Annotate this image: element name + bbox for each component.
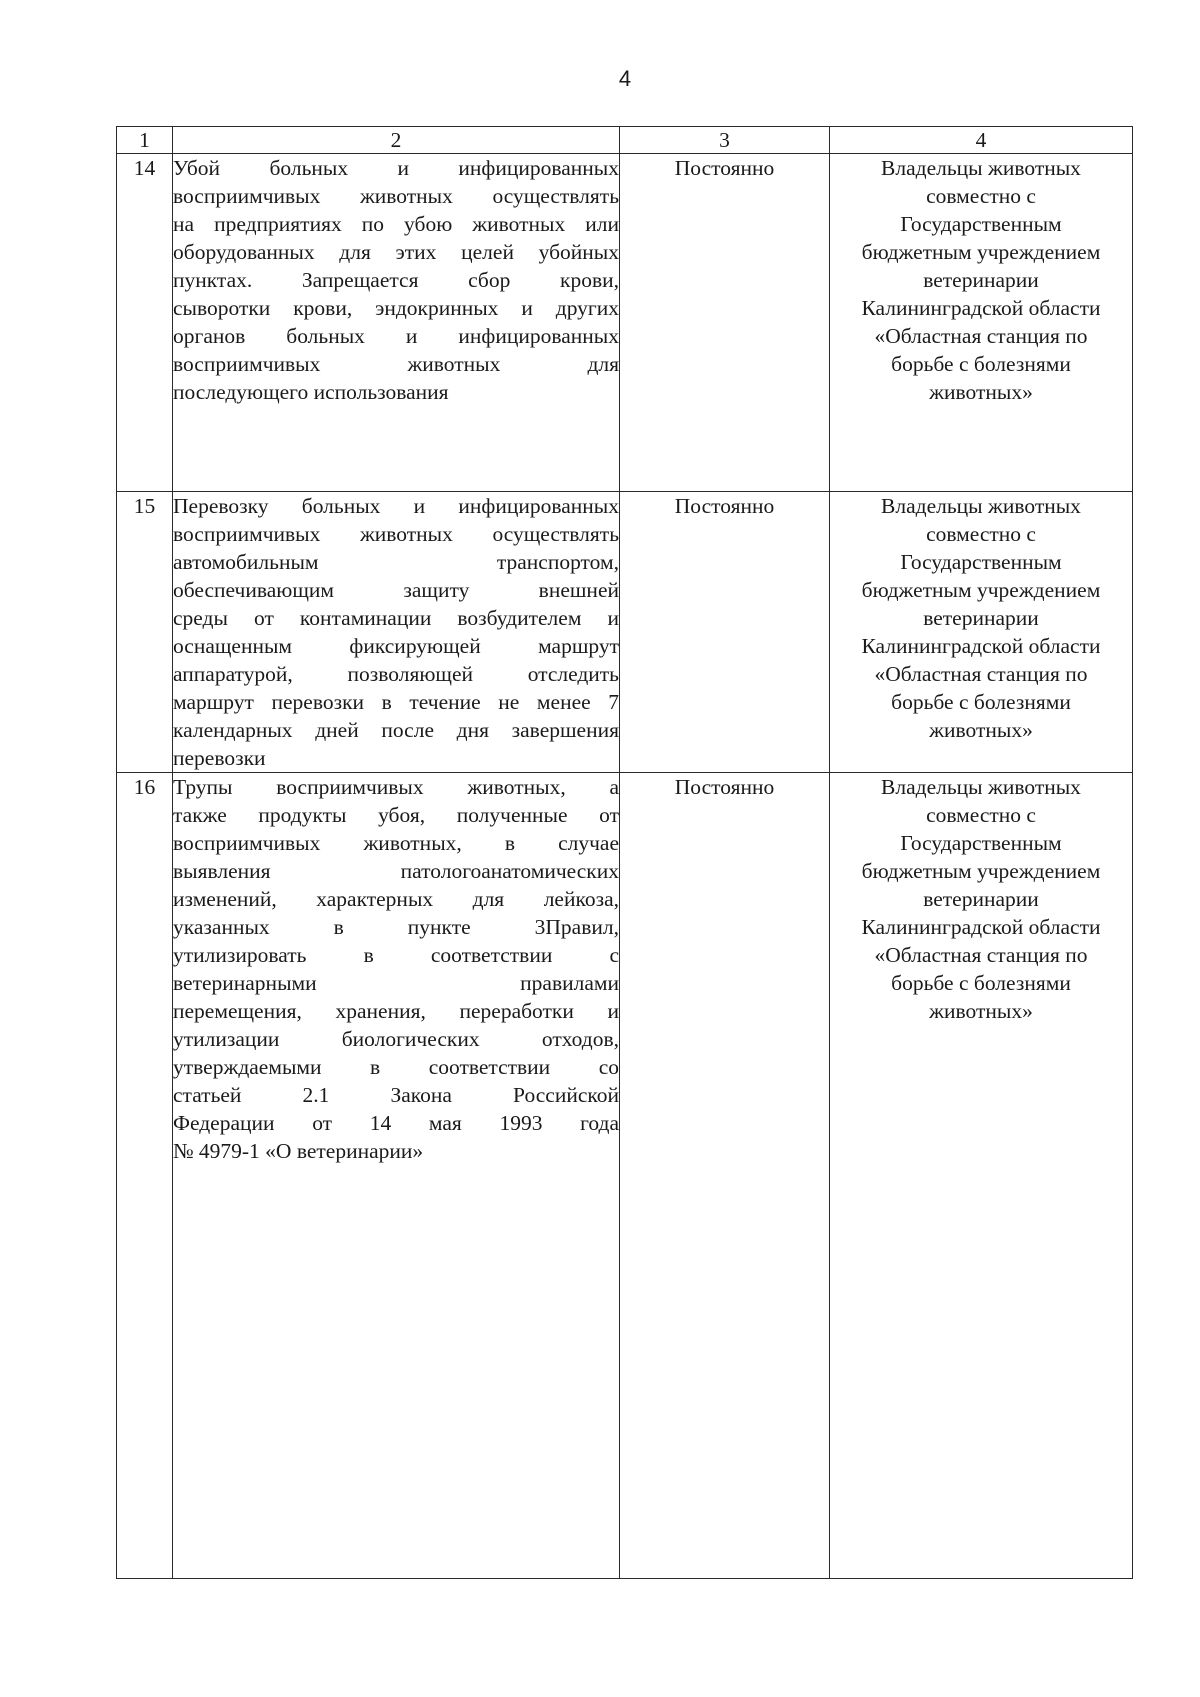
measure-text-line: аппаратурой, позволяющей отследить [173, 662, 619, 686]
measure-text-line: утверждаемыми в соответствии со [173, 1055, 619, 1079]
measure-text-line: утилизации биологических отходов, [173, 1027, 619, 1051]
responsible-line: «Областная станция по [874, 324, 1088, 348]
measure-text-line: Убой больных и инфицированных [173, 156, 619, 180]
measure-text-line: выявления патологоанатомических [173, 859, 619, 883]
measure-text-line: сыворотки крови, эндокринных и других [173, 296, 619, 320]
measure-text-line: изменений, характерных для лейкоза, [173, 887, 619, 911]
measure-text-line: восприимчивых животных для [173, 352, 619, 376]
responsible-line: Калининградской области [861, 915, 1101, 939]
responsible-line: борьбе с болезнями [891, 971, 1071, 995]
column-header-2: 2 [173, 127, 620, 154]
responsible-line: Владельцы животных [881, 775, 1081, 799]
measure-text-line: также продукты убоя, полученные от [173, 803, 619, 827]
responsible-cell [830, 773, 1133, 1579]
measure-text-line: Трупы восприимчивых животных, а [173, 775, 619, 799]
measure-text-line: оборудованных для этих целей убойных [173, 240, 619, 264]
measure-text-line: органов больных и инфицированных [173, 324, 619, 348]
responsible-line: Государственным [900, 550, 1062, 574]
responsible-line: совместно с [926, 184, 1036, 208]
measure-text-line: маршрут перевозки в течение не менее 7 [173, 690, 619, 714]
measure-text-line: на предприятиях по убою животных или [173, 212, 619, 236]
column-header-3: 3 [620, 127, 830, 154]
table-row [117, 154, 1133, 492]
responsible-cell [830, 154, 1133, 492]
measures-table [116, 126, 1133, 1579]
row-number: 14 [117, 154, 173, 492]
measure-text-line: утилизировать в соответствии с [173, 943, 619, 967]
responsible-line: борьбе с болезнями [891, 352, 1071, 376]
header-row [117, 127, 1133, 154]
measure-text-line: пунктах. Запрещается сбор крови, [173, 268, 619, 292]
measure-text-line: последующего использования [173, 380, 449, 404]
measure-text [173, 154, 620, 492]
measure-text-line: перевозки [173, 746, 266, 770]
responsible-line: «Областная станция по [874, 662, 1088, 686]
measure-text-line: обеспечивающим защиту внешней [173, 578, 619, 602]
responsible-line: Калининградской области [861, 296, 1101, 320]
responsible-line: Владельцы животных [881, 156, 1081, 180]
measure-text-line: календарных дней после дня завершения [173, 718, 619, 742]
measure-text-line: восприимчивых животных осуществлять [173, 184, 619, 208]
responsible-line: «Областная станция по [874, 943, 1088, 967]
measure-text-line: автомобильным транспортом, [173, 550, 619, 574]
responsible-line: ветеринарии [923, 887, 1039, 911]
measure-text [173, 773, 620, 1579]
period-cell: Постоянно [620, 492, 830, 773]
period-cell: Постоянно [620, 154, 830, 492]
table-row [117, 492, 1133, 773]
measure-text-line: Федерации от 14 мая 1993 года [173, 1111, 619, 1135]
responsible-line: бюджетным учреждением [861, 578, 1101, 602]
responsible-line: ветеринарии [923, 606, 1039, 630]
measure-text-line: Перевозку больных и инфицированных [173, 494, 619, 518]
measure-text-line: восприимчивых животных, в случае [173, 831, 619, 855]
column-header-4: 4 [830, 127, 1133, 154]
responsible-line: борьбе с болезнями [891, 690, 1071, 714]
measure-text [173, 492, 620, 773]
responsible-line: Владельцы животных [881, 494, 1081, 518]
measure-text-line: перемещения, хранения, переработки и [173, 999, 619, 1023]
responsible-line: животных» [929, 999, 1033, 1023]
responsible-line: животных» [929, 718, 1033, 742]
measure-text-line: указанных в пункте 3Правил, [173, 915, 619, 939]
responsible-line: бюджетным учреждением [861, 859, 1101, 883]
responsible-line: животных» [929, 380, 1033, 404]
responsible-line: бюджетным учреждением [861, 240, 1101, 264]
table-row [117, 773, 1133, 1579]
responsible-line: Государственным [900, 212, 1062, 236]
page-number: 4 [618, 66, 632, 91]
row-number: 16 [117, 773, 173, 1579]
responsible-line: Калининградской области [861, 634, 1101, 658]
measure-text-line: № 4979-1 «О ветеринарии» [173, 1139, 424, 1163]
measure-text-line: восприимчивых животных осуществлять [173, 522, 619, 546]
responsible-line: совместно с [926, 522, 1036, 546]
measure-text-line: статьей 2.1 Закона Российской [173, 1083, 619, 1107]
row-number: 15 [117, 492, 173, 773]
measure-text-line: ветеринарными правилами [173, 971, 619, 995]
responsible-line: совместно с [926, 803, 1036, 827]
responsible-cell [830, 492, 1133, 773]
measure-text-line: оснащенным фиксирующей маршрут [173, 634, 619, 658]
column-header-1: 1 [117, 127, 173, 154]
period-cell: Постоянно [620, 773, 830, 1579]
responsible-line: ветеринарии [923, 268, 1039, 292]
responsible-line: Государственным [900, 831, 1062, 855]
measure-text-line: среды от контаминации возбудителем и [173, 606, 619, 630]
